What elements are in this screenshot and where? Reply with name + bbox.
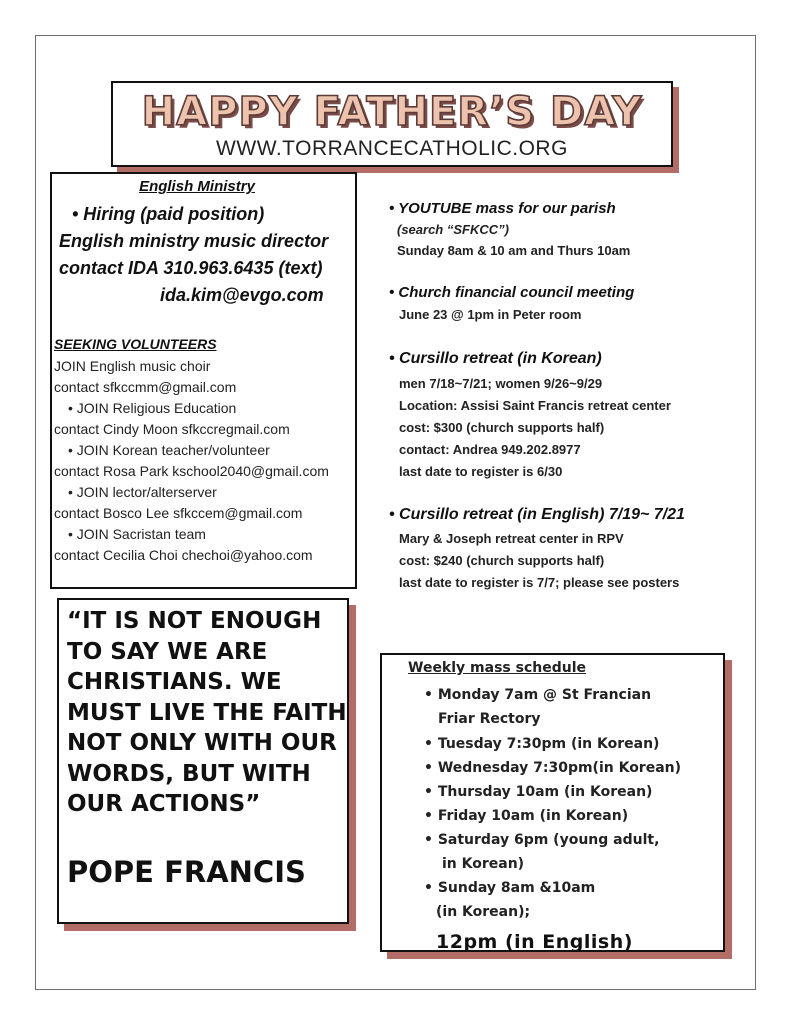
cursillo-korean-detail: contact: Andrea 949.202.8977 [399, 442, 581, 457]
quote-box [57, 598, 349, 924]
cursillo-english-title: • Cursillo retreat (in English) 7/19~ 7/21 [389, 506, 685, 523]
volunteer-line: • JOIN lector/alterserver [68, 484, 217, 500]
cursillo-english-detail: cost: $240 (church supports half) [399, 553, 605, 568]
financial-council-details: June 23 @ 1pm in Peter room [399, 307, 582, 322]
schedule-line: • Monday 7am @ St Francian [424, 687, 652, 703]
hiring-line: • Hiring (paid position) [72, 204, 265, 224]
volunteer-line: contact sfkccmm@gmail.com [54, 379, 237, 395]
cursillo-korean-detail: cost: $300 (church supports half) [399, 420, 605, 435]
quote-text: “IT IS NOT ENOUGH TO SAY WE ARE CHRISTIANS. WE MUST LIVE THE FAITH NOT ONLY WITH OUR WORDS, BUT WITH OUR ACTIONS” [67, 608, 347, 817]
schedule-line: in Korean) [442, 856, 525, 872]
volunteer-line: JOIN English music choir [54, 358, 211, 374]
volunteer-line: • JOIN Sacristan team [68, 526, 206, 542]
cursillo-korean-detail: men 7/18~7/21; women 9/26~9/29 [399, 376, 603, 391]
volunteer-line: • JOIN Korean teacher/volunteer [68, 442, 270, 458]
schedule-line: • Thursday 10am (in Korean) [424, 784, 653, 800]
volunteer-line: • JOIN Religious Education [68, 400, 237, 416]
website-url: WWW.TORRANCECATHOLIC.ORG [216, 137, 568, 160]
cursillo-english-detail: last date to register is 7/7; please see posters [399, 575, 680, 590]
cursillo-korean-detail: last date to register is 6/30 [399, 464, 563, 479]
flyer-title: HAPPY FATHER’S DAY [141, 89, 643, 135]
financial-council-title: • Church financial council meeting [389, 284, 635, 301]
volunteer-line: contact Bosco Lee sfkccem@gmail.com [54, 505, 303, 521]
schedule-line: (in Korean); [436, 904, 531, 920]
schedule-line: • Sunday 8am &10am [424, 880, 596, 896]
english-ministry-box [50, 172, 357, 589]
english-ministry-heading: English Ministry [139, 178, 255, 195]
weekly-schedule-box [380, 653, 725, 952]
cursillo-english-detail: Mary & Joseph retreat center in RPV [399, 531, 624, 546]
youtube-mass-title: • YOUTUBE mass for our parish [389, 200, 616, 217]
schedule-line: • Wednesday 7:30pm(in Korean) [424, 760, 682, 776]
youtube-search-note: (search “SFKCC”) [397, 222, 509, 237]
schedule-line: • Tuesday 7:30pm (in Korean) [424, 736, 660, 752]
schedule-line: • Friday 10am (in Korean) [424, 808, 629, 824]
volunteer-line: contact Cecilia Choi chechoi@yahoo.com [54, 547, 313, 563]
youtube-times: Sunday 8am & 10 am and Thurs 10am [397, 243, 631, 258]
volunteer-line: contact Rosa Park kschool2040@gmail.com [54, 463, 329, 479]
cursillo-korean-detail: Location: Assisi Saint Francis retreat center [399, 398, 671, 413]
sunday-english-mass: 12pm (in English) [436, 931, 633, 953]
header-box [111, 81, 673, 167]
schedule-line: • Saturday 6pm (young adult, [424, 832, 660, 848]
seeking-volunteers-heading: SEEKING VOLUNTEERS [54, 336, 217, 352]
position-line: English ministry music director [59, 231, 329, 251]
quote-author: POPE FRANCIS [67, 855, 306, 889]
schedule-line: Friar Rectory [438, 711, 541, 727]
contact-line: contact IDA 310.963.6435 (text) [59, 258, 323, 278]
weekly-schedule-heading: Weekly mass schedule [408, 660, 586, 676]
volunteer-line: contact Cindy Moon sfkccregmail.com [54, 421, 290, 437]
email-line: ida.kim@evgo.com [160, 285, 324, 305]
cursillo-korean-title: • Cursillo retreat (in Korean) [389, 350, 602, 367]
